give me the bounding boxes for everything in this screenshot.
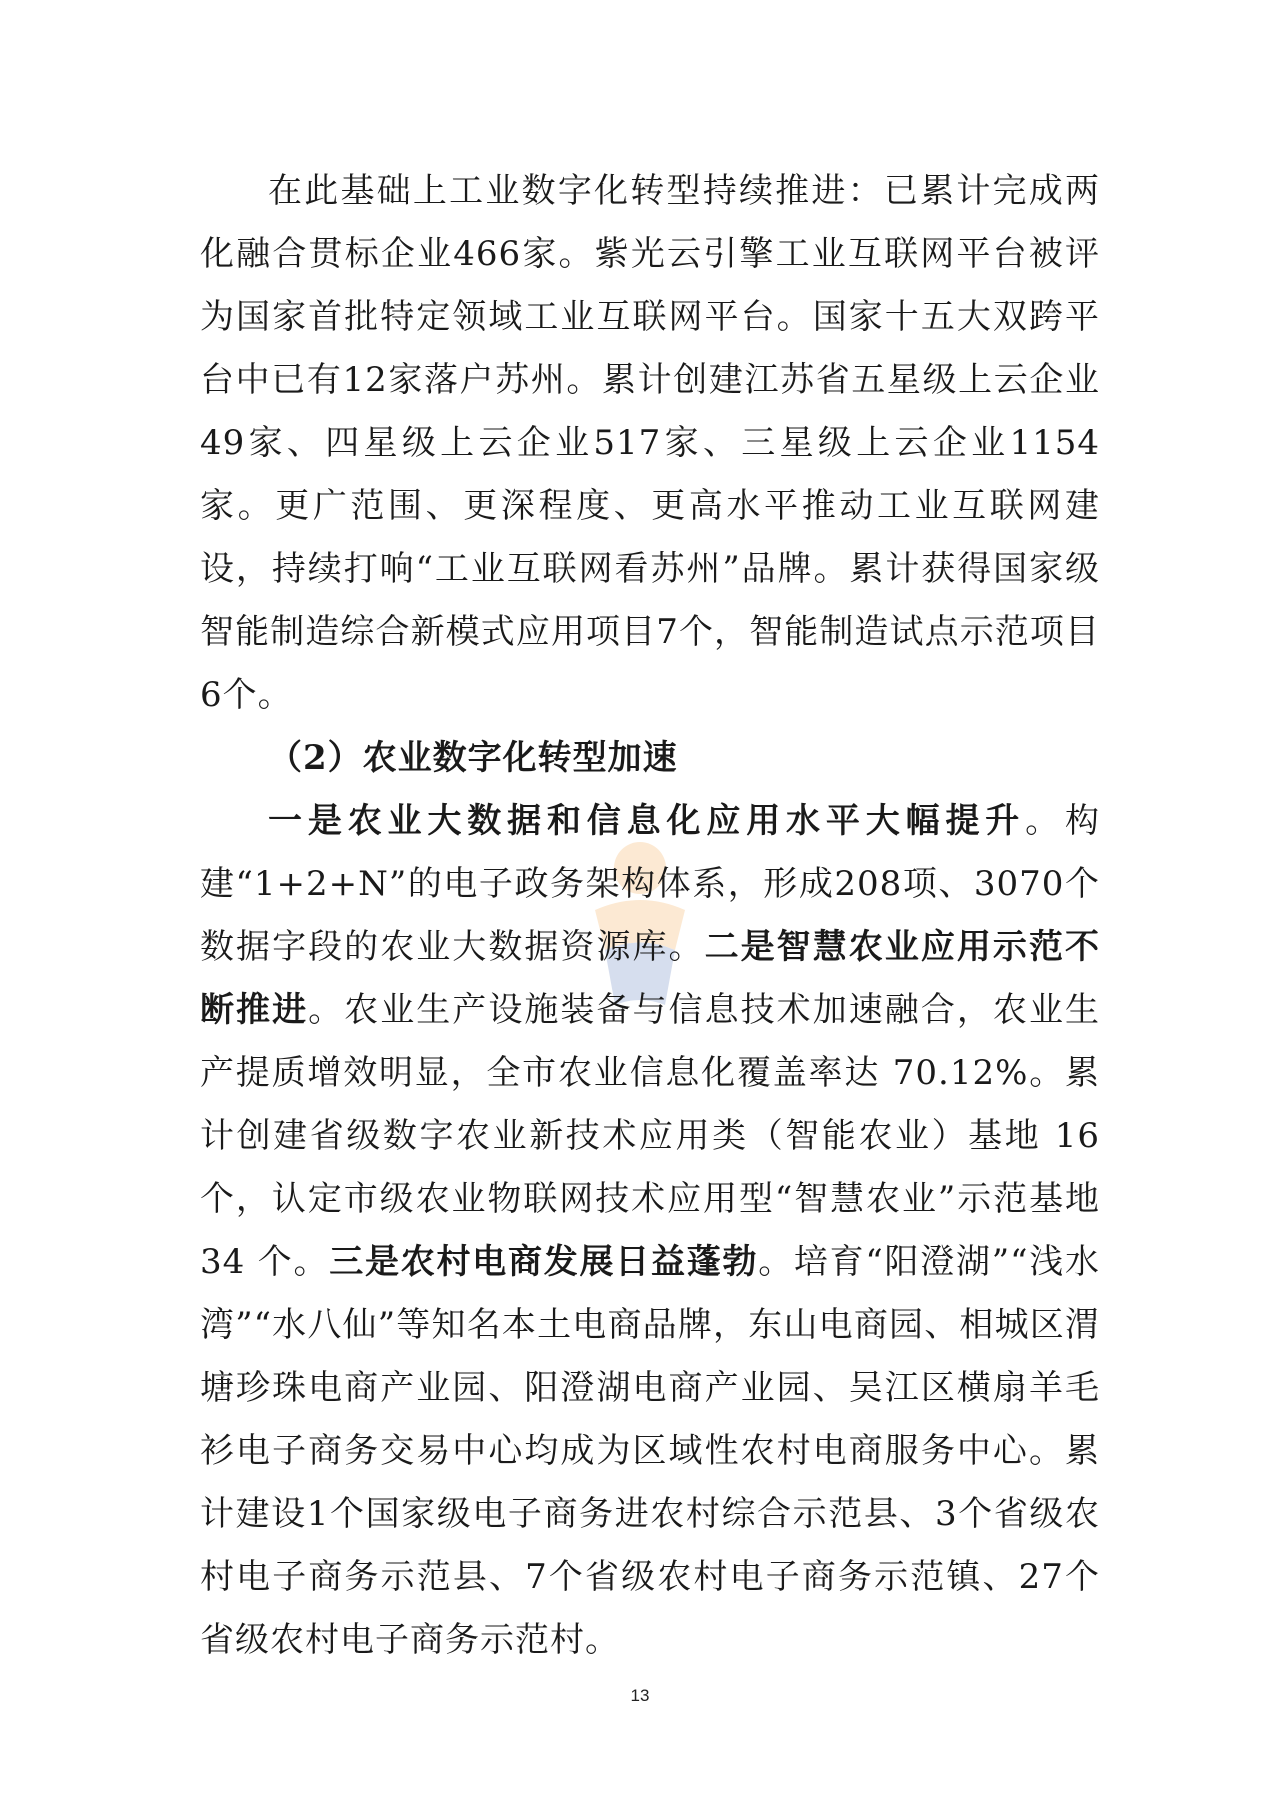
page-number: 13 (630, 1686, 650, 1705)
point-three-heading: 三是农村电商发展日益蓬勃 (329, 1242, 759, 1282)
paragraph-industry: 在此基础上工业数字化转型持续推进：已累计完成两化融合贯标企业466家。紫光云引擎工业互联网平台被评为国家首批特定领域工业互联网平台。国家十五大双跨平台中已有12家落户苏州。累计创建江苏省五星级上云企业49家、四星级上云企业517家、三星级上云企业1154家。更广范围、更深程度、更高水平推动工业互联网建设，持续打响“工业互联网看苏州”品牌。累计获得国家级智能制造综合新模式应用项目7个，智能制造试点示范项目6个。 (200, 171, 1100, 715)
section-heading-agriculture: （2）农业数字化转型加速 (268, 738, 678, 778)
paragraph-agriculture (200, 790, 1100, 1672)
point-three-text: 。培育“阳澄湖”“浅水湾”“水八仙”等知名本土电商品牌，东山电商园、相城区渭塘珍珠电商产业园、阳澄湖电商产业园、吴江区横扇羊毛衫电子商务交易中心均成为区域性农村电商服务中心。累计建设1个国家级电子商务进农村综合示范县、3个省级农村电子商务示范县、7个省级农村电子商务示范镇、27个省级农村电子商务示范村。 (200, 1242, 1100, 1660)
point-two-heading: 二是智慧农业应用示范不断推进 (200, 927, 1101, 1030)
body-text (200, 160, 1100, 1672)
point-one-heading: 一是农业大数据和信息化应用水平大幅提升 (268, 801, 1026, 841)
point-two-text: 。农业生产设施装备与信息技术加速融合，农业生产提质增效明显，全市农业信息化覆盖率达 70.12%。累计创建省级数字农业新技术应用类（智能农业）基地 16 个，认定市级农业物联网技术应用型“智慧农业”示范基地 34 个。 (200, 990, 1100, 1282)
point-one-text: 。构建“1+2+N”的电子政务架构体系，形成208项、3070个数据字段的农业大数据资源库。 (200, 801, 1101, 967)
